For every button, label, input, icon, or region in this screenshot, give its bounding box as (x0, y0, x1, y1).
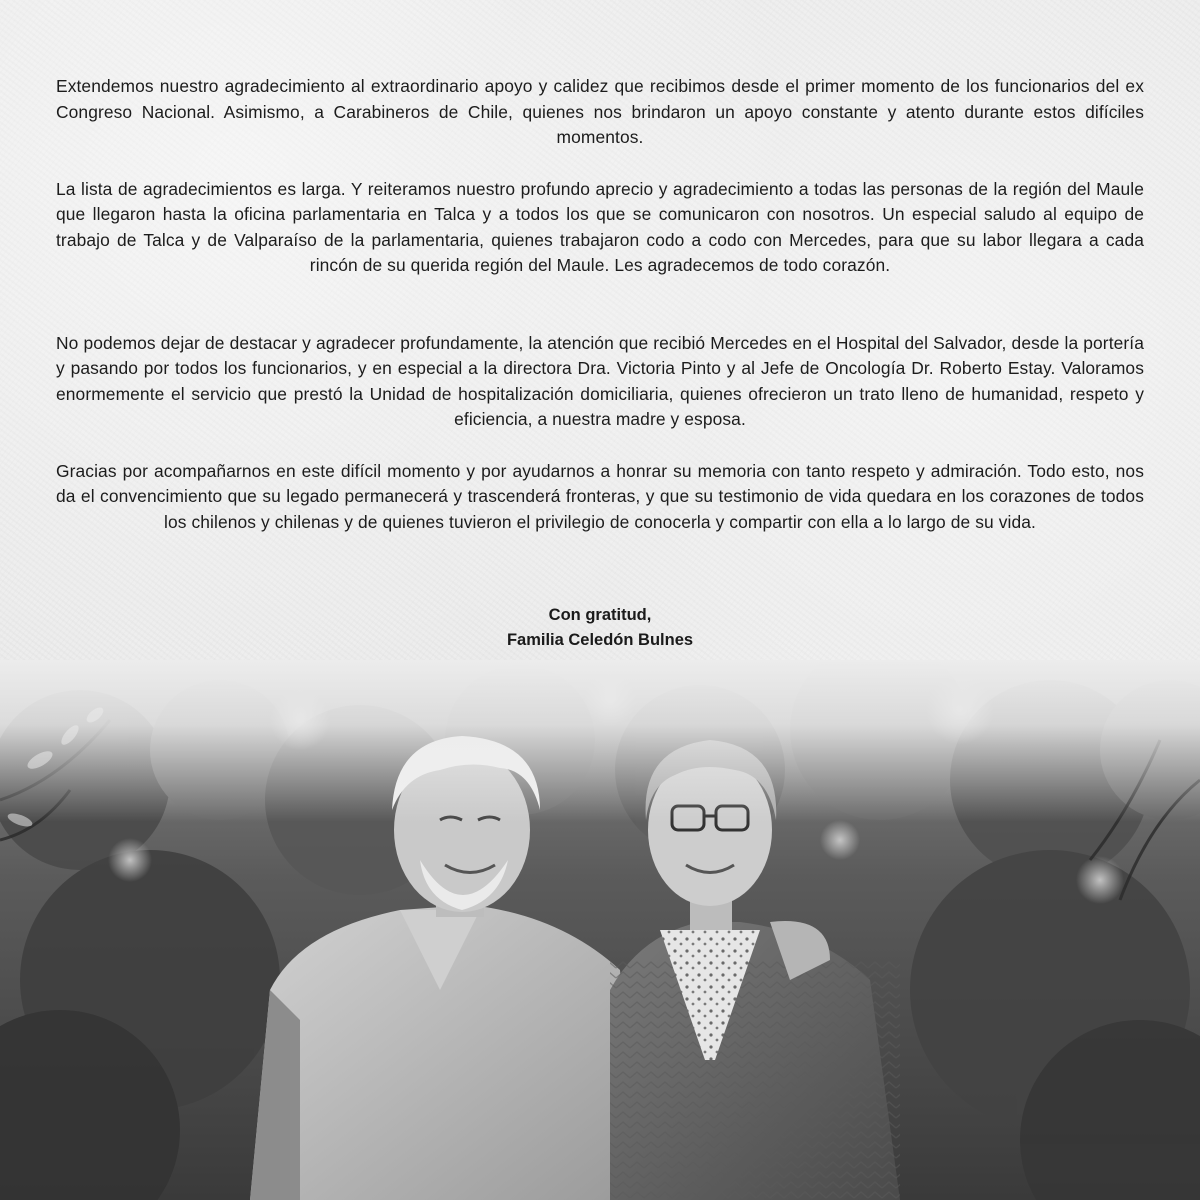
paragraph-gratitude-maule: La lista de agradecimientos es larga. Y reiteramos nuestro profundo aprecio y agradecimiento a todas las personas de la región del Maule que llegaron hasta la oficina parlamentaria en Talca y a todos los que se comunicaron con nosotros. Un especial saludo al equipo de trabajo de Talca y de Valparaíso de la parlamentaria, quienes trabajaron codo a codo con Mercedes, para que su labor llegara a cada rincón de su querida región del Maule. Les agradecemos de todo corazón. (56, 178, 1144, 275)
couple-photo (0, 660, 1200, 1200)
paragraph-gratitude-hospital: No podemos dejar de destacar y agradecer profundamente, la atención que recibió Mercedes en el Hospital del Salvador, desde la portería y pasando por todos los funcionarios, y en especial a la directora Dra. Victoria Pinto y al Jefe de Oncología Dr. Roberto Estay. Valoramos enormemente el servicio que prestó la Unidad de hospitalización domiciliaria, quienes ofrecieron un trato lleno de humanidad, respeto y eficiencia, a nuestra madre y esposa. (56, 332, 1144, 429)
signature-family-name: Familia Celedón Bulnes (506, 631, 694, 649)
paragraph-gratitude-congress: Extendemos nuestro agradecimiento al extraordinario apoyo y calidez que recibimos desde el primer momento de los funcionarios del ex Congreso Nacional. Asimismo, a Carabineros de Chile, quienes nos brindaron un apoyo constante y atento durante estos difíciles momentos. (56, 76, 1144, 147)
signature-closing: Con gratitud, (548, 606, 652, 624)
signature-block (0, 603, 1200, 653)
paragraph-gratitude-closing: Gracias por acompañarnos en este difícil momento y por ayudarnos a honrar su memoria con tanto respeto y admiración. Todo esto, nos da el convencimiento que su legado permanecerá y trascenderá fronteras, y que su testimonio de vida quedara en los corazones de todos los chilenos y chilenas y de quienes tuvieron el privilegio de conocerla y compartir con ella a lo largo de su vida. (56, 460, 1144, 532)
letter-body (56, 74, 1144, 535)
couple-portrait-photo-icon (0, 660, 1200, 1200)
